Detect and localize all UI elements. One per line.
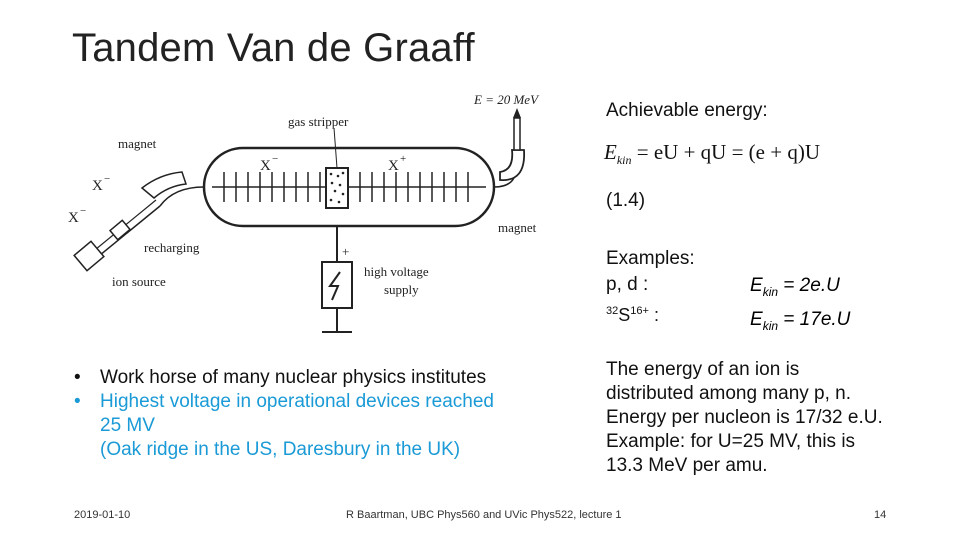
x-minus-inner: X bbox=[260, 158, 271, 174]
plus-sign: + bbox=[342, 244, 350, 259]
bullet-2: • Highest voltage in operational devices reached bbox=[74, 391, 494, 412]
energy-distribution-text: The energy of an ion is distributed among many p, n. Energy per nucleon is 17/32 e.U. Example: for U=25 MV, this is 13.3 MeV per amu. bbox=[606, 359, 883, 476]
bullet-2-cont-2: (Oak ridge in the US, Daresbury in the UK) bbox=[100, 439, 461, 460]
footer-date: 2019-01-10 bbox=[74, 509, 131, 521]
magnet-label-right: magnet bbox=[498, 220, 537, 235]
example-pd: p, d : bbox=[606, 274, 649, 295]
arrow-up-icon bbox=[513, 108, 521, 118]
achievable-energy-label: Achievable energy: bbox=[606, 100, 768, 121]
ion-source-label: ion source bbox=[112, 274, 166, 289]
x-plus-inner: X bbox=[388, 158, 399, 174]
energy-label: E = 20 MeV bbox=[474, 92, 539, 107]
bullet-list bbox=[74, 366, 494, 462]
example-sulfur: $^{32}S^{16+}$ : bbox=[606, 305, 659, 325]
ekin-pd: $E_{kin} = 2e.U$ bbox=[750, 275, 840, 299]
bullet-1: • Work horse of many nuclear physics institutes bbox=[74, 367, 487, 388]
example-energies bbox=[750, 272, 850, 340]
high-voltage-label: high voltage bbox=[364, 264, 429, 279]
tandem-schematic bbox=[64, 88, 554, 344]
footer-attribution: R Baartman, UBC Phys560 and UVic Phys522, lecture 1 bbox=[346, 509, 622, 521]
slide-title: Tandem Van de Graaff bbox=[72, 26, 475, 70]
svg-text:−: − bbox=[272, 153, 279, 165]
left-magnet bbox=[142, 172, 186, 198]
svg-text:−: − bbox=[80, 205, 87, 217]
energy-formula: $E_{kin}$ = eU + qU = (e + q)U bbox=[604, 140, 820, 168]
supply-label: supply bbox=[384, 282, 419, 297]
examples-block bbox=[606, 246, 695, 328]
gas-stripper-box bbox=[326, 168, 348, 208]
slide-number: 14 bbox=[874, 509, 887, 521]
bullet-2-cont-1: 25 MV bbox=[100, 415, 155, 436]
svg-text:−: − bbox=[104, 173, 111, 185]
examples-heading: Examples: bbox=[606, 248, 695, 269]
ekin-sulfur: $E_{kin} = 17e.U$ bbox=[750, 308, 851, 333]
gas-stripper-label: gas stripper bbox=[288, 114, 349, 129]
svg-text:+: + bbox=[400, 153, 407, 165]
magnet-label-left: magnet bbox=[118, 136, 157, 151]
x-minus-label-1: X bbox=[92, 178, 103, 194]
equation-number: (1.4) bbox=[606, 190, 646, 211]
x-minus-label-2: X bbox=[68, 210, 79, 226]
right-magnet bbox=[500, 150, 524, 180]
recharging-label: recharging bbox=[144, 240, 200, 255]
